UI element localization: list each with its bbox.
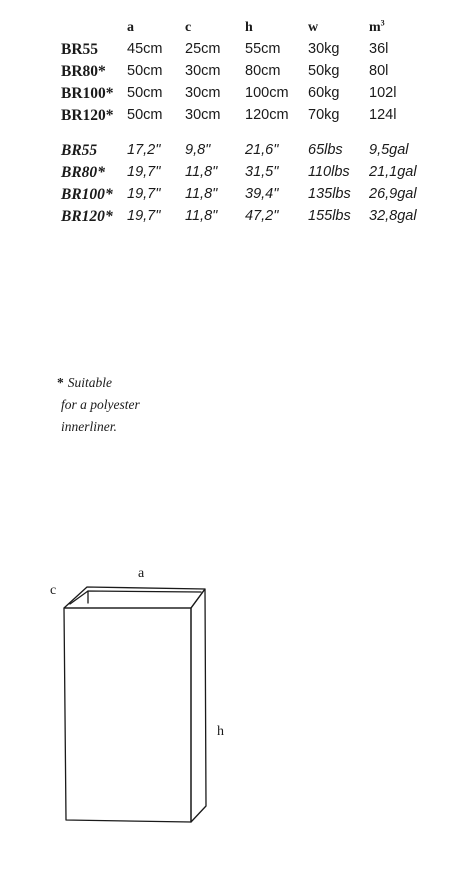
- cell-w: 135lbs: [308, 186, 351, 202]
- cell-volume: 124l: [369, 107, 397, 123]
- cell-c: 25cm: [185, 41, 221, 57]
- cell-w: 110lbs: [308, 164, 350, 180]
- box-top-face: [64, 587, 205, 608]
- footnote-line-2: for a polyester: [61, 397, 140, 412]
- cell-volume: 21,1gal: [369, 164, 417, 180]
- model-name: BR120*: [61, 208, 113, 225]
- cell-w: 50kg: [308, 63, 340, 79]
- cell-a: 45cm: [127, 41, 163, 57]
- cell-h: 39,4": [245, 186, 279, 202]
- cell-h: 100cm: [245, 85, 289, 101]
- cell-w: 30kg: [308, 41, 340, 57]
- cell-h: 31,5": [245, 164, 279, 180]
- cell-volume: 32,8gal: [369, 208, 417, 224]
- model-name: BR100*: [61, 186, 113, 203]
- cell-volume: 9,5gal: [369, 142, 409, 158]
- cell-volume: 26,9gal: [369, 186, 417, 202]
- cell-h: 21,6": [245, 142, 279, 158]
- cell-c: 30cm: [185, 107, 221, 123]
- cell-w: 155lbs: [308, 208, 351, 224]
- header-c: c: [185, 20, 192, 35]
- cell-c: 30cm: [185, 85, 221, 101]
- footnote-line-1: * Suitable: [57, 375, 112, 390]
- cell-a: 50cm: [127, 85, 163, 101]
- cell-a: 17,2": [127, 142, 161, 158]
- cell-w: 65lbs: [308, 142, 343, 158]
- cell-a: 19,7": [127, 164, 161, 180]
- footnote-line-3: innerliner.: [61, 419, 117, 434]
- model-name: BR100*: [61, 85, 114, 102]
- header-w: w: [308, 20, 319, 35]
- box-inner-rim: [70, 591, 201, 604]
- cell-volume: 102l: [369, 85, 397, 101]
- cell-c: 11,8": [185, 186, 218, 202]
- model-name: BR80*: [61, 164, 105, 181]
- model-name: BR80*: [61, 63, 106, 80]
- cell-w: 70kg: [308, 107, 340, 123]
- cell-volume: 80l: [369, 63, 389, 79]
- dimension-label-c: c: [50, 583, 57, 598]
- cell-a: 19,7": [127, 208, 161, 224]
- cell-a: 50cm: [127, 107, 163, 123]
- cell-c: 11,8": [185, 164, 218, 180]
- cell-h: 55cm: [245, 41, 281, 57]
- cell-a: 50cm: [127, 63, 163, 79]
- dimension-label-a: a: [138, 566, 145, 581]
- cell-h: 47,2": [245, 208, 279, 224]
- dimension-label-h: h: [217, 724, 224, 739]
- cell-h: 120cm: [245, 107, 289, 123]
- header-volume: $m^3$: [369, 18, 385, 35]
- cell-a: 19,7": [127, 186, 161, 202]
- model-name: BR55: [61, 41, 99, 58]
- cell-c: 11,8": [185, 208, 218, 224]
- cell-h: 80cm: [245, 63, 281, 79]
- cell-c: 9,8": [185, 142, 211, 158]
- model-name: BR55: [61, 142, 98, 159]
- model-name: BR120*: [61, 107, 114, 124]
- box-side-face: [191, 589, 206, 822]
- header-h: h: [245, 20, 253, 35]
- cell-c: 30cm: [185, 63, 221, 79]
- box-front-face: [64, 608, 191, 822]
- cell-w: 60kg: [308, 85, 340, 101]
- cell-volume: 36l: [369, 41, 389, 57]
- header-a: a: [127, 20, 134, 35]
